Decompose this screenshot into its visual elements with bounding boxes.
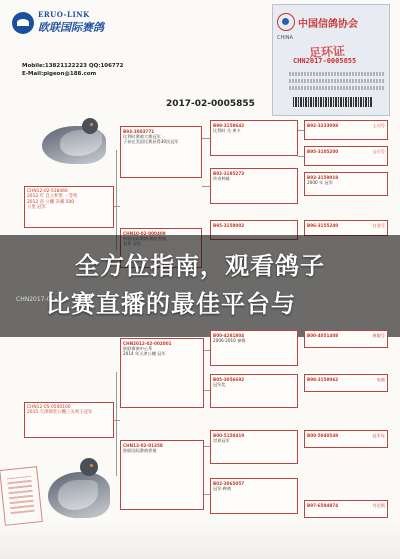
pigeon-photo-top xyxy=(30,112,114,176)
certificate-fine-print xyxy=(289,69,385,93)
gen4-box-1: B92-3233008 上司号 xyxy=(304,120,388,140)
barcode xyxy=(293,97,373,107)
gen3-box-3: B95-3158002 xyxy=(210,220,298,240)
certificate-number: CHN2017-0005855 xyxy=(293,57,357,65)
email-line: E-Mail:pigeon@188.com xyxy=(22,71,97,77)
brand-name-cn: 欧联国际赛鸽 xyxy=(38,21,104,34)
gen3-box-2: B02-3185273 传奇种雄 xyxy=(210,168,298,204)
pedigree-title: 2017-02-0005855 xyxy=(166,99,255,109)
contact-info xyxy=(22,62,123,78)
pigeon-photo-bottom xyxy=(40,450,120,530)
gen4-box-5: B00-4051408 黄眼号 xyxy=(304,330,388,348)
dam-dam-box: CHN13-02-01358 欧联国际赛鸽养殖 xyxy=(120,440,204,510)
sire-dam-box: CHN10-02-000409 xyxy=(120,228,202,268)
gen4-box-4: B96-3155240 白金号 xyxy=(304,220,388,236)
gen4-box-6: B98-3158062 电脑 xyxy=(304,374,388,392)
gen4-box-2: B95-3105200 宝石号 xyxy=(304,146,388,166)
gen4-box-8: B97-6594874 丹尼斯 xyxy=(304,500,388,518)
gen3-box-1: B98-3158642 比利时 凡·弗卡 xyxy=(210,120,298,156)
red-seal-stamp xyxy=(0,466,43,526)
pigeon-logo-icon xyxy=(12,12,34,34)
sire-box: B93-3003771 比利时赛鸽大赛冠军 子孙在美国比赛获得30次冠军 xyxy=(120,126,202,178)
side-label: CHN2017-0... xyxy=(16,296,57,303)
brand-logo xyxy=(12,10,104,35)
association-name: 中国信鸽协会 xyxy=(298,18,358,30)
headline-line-2: 比赛直播的最佳平台与 xyxy=(46,290,296,318)
gen3-box-4: B00-4281804 2006-2010 参赛 xyxy=(210,330,298,366)
footer-fade xyxy=(0,520,400,559)
gen4-box-3: B93-3159018 2000 年 冠军 xyxy=(304,172,388,196)
gen3-box-5: B05-3056692 冠军奖 xyxy=(210,374,298,408)
gen4-box-7: B00-5040549 冠军母 xyxy=(304,430,388,448)
ring-certificate xyxy=(272,4,390,116)
gen3-box-6: B00-5150419 世界冠军 xyxy=(210,430,298,464)
gen3-box-7: B02-3065057 冠军·种鸽 xyxy=(210,478,298,514)
brand-name-en: ERUO-LINK xyxy=(38,10,90,19)
dam-sire-box: CHN2012-02-002001 欧联赛鸽中心系 2014 年天津公棚 冠军 xyxy=(120,338,204,408)
headline-line-1: 全方位指南，观看鸽子 xyxy=(75,252,325,280)
country-label: CHINA xyxy=(277,35,293,41)
association-seal-icon xyxy=(277,13,295,31)
mobile-line: Mobile:13821122223 QQ:106772 xyxy=(22,63,124,69)
dam-info-box: CHN12-05-0500100 2015 天津锦堂公棚三关鸡王冠军 xyxy=(24,402,114,438)
certificate-stamp: 足环证 xyxy=(308,43,346,61)
subject-info-box: CHN12-02-538466 2012 年 自立杯黑 一等奖 2012 省 公棚 决赛 500 公里 冠军 xyxy=(24,186,114,228)
